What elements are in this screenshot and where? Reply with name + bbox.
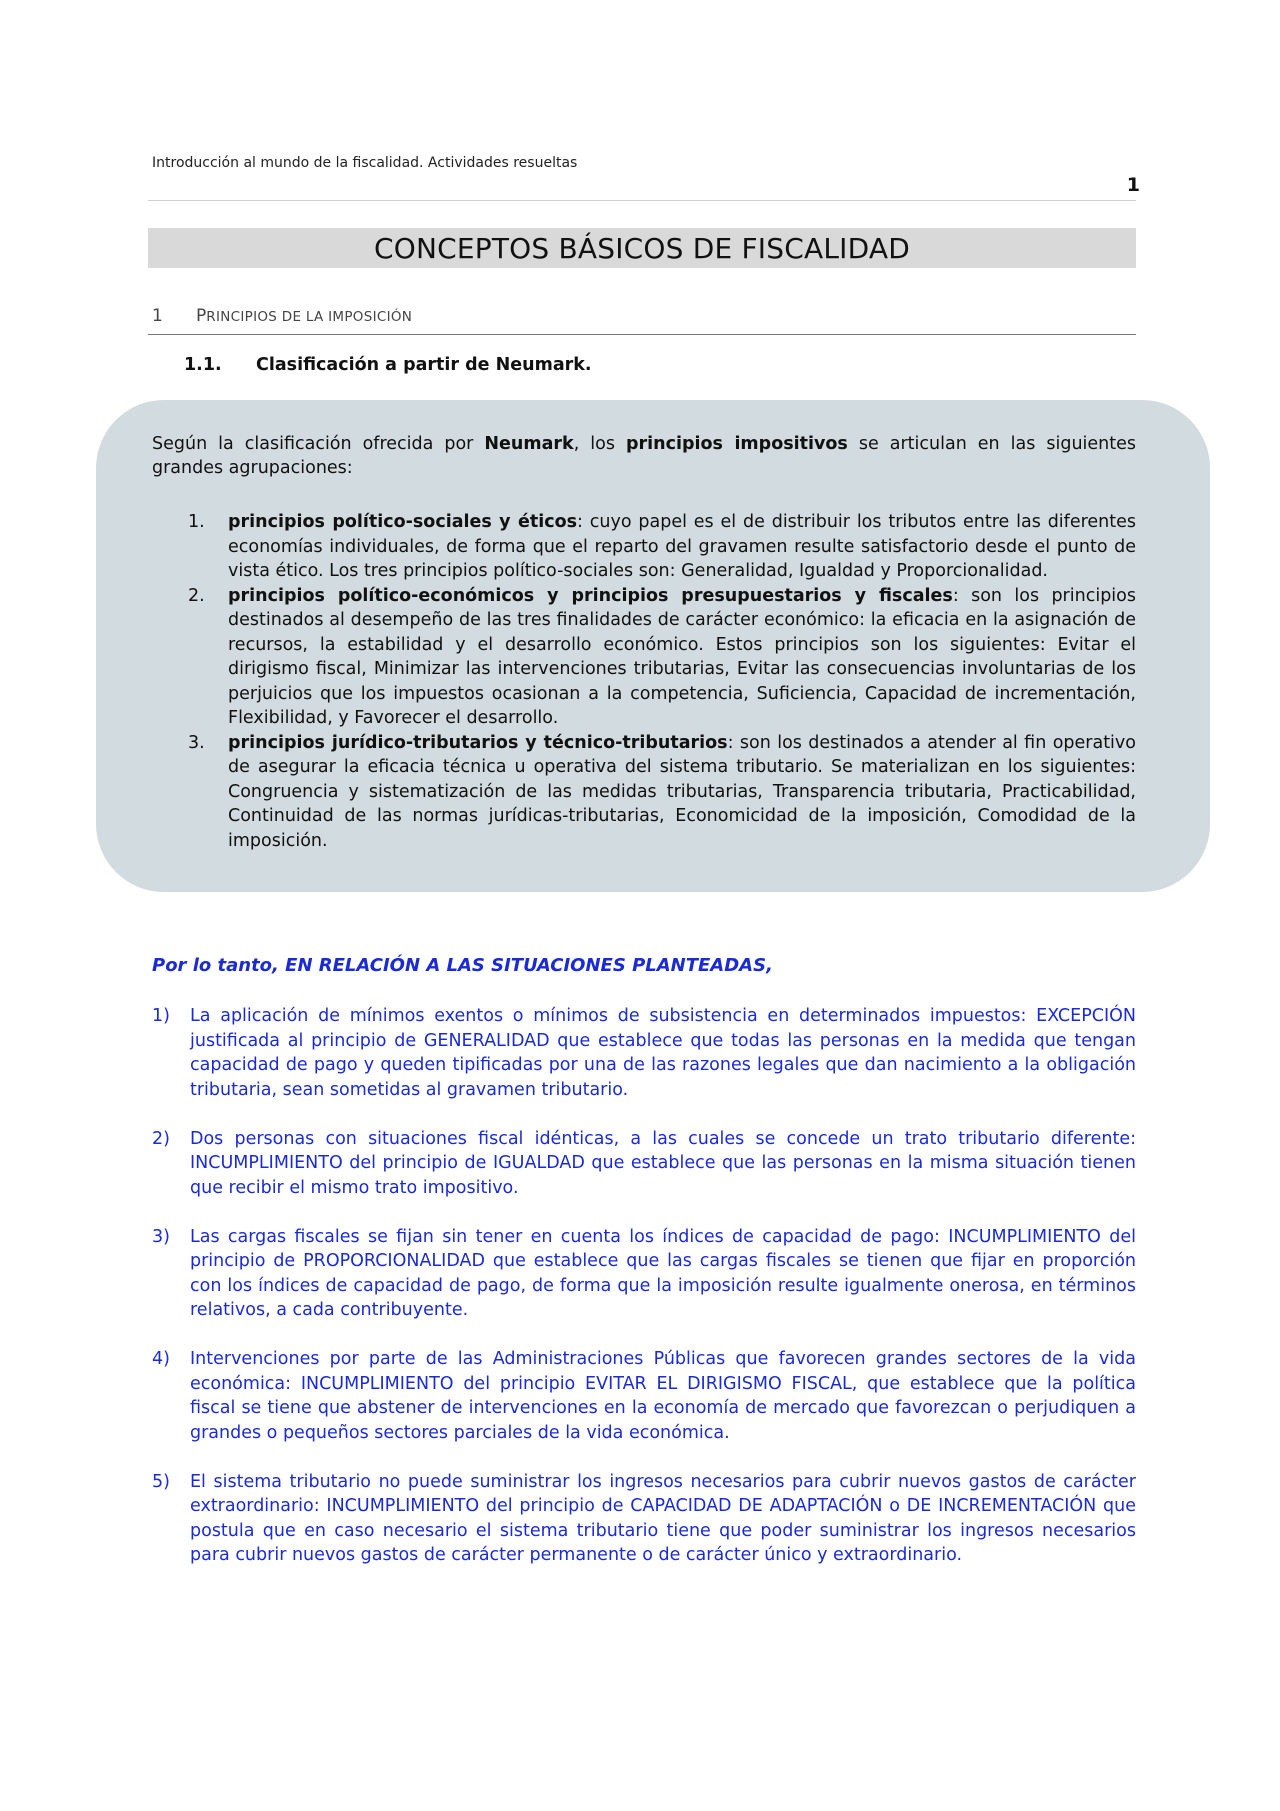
situation-number: 4) (152, 1349, 170, 1369)
list-item-text: : son los destinados a atender al fin operativo de asegurar la eficacia técnica u operativa del sistema tributario. Se materializan en los siguientes: Congruencia y sistematización de las medidas tributarias, Transparencia tributaria, Practicabilidad, Continuidad de las normas jurídicas-tributarias, Economicidad de la imposición, Comodidad de la imposición. (228, 732, 1136, 851)
section-title: RINCIPIOS DE LA IMPOSICIÓN (206, 309, 413, 325)
intro-text: , los (573, 434, 626, 454)
situation-item (152, 1470, 1136, 1568)
situation-item (152, 1225, 1136, 1323)
section-heading (152, 306, 412, 326)
list-item-term: principios político-sociales y éticos (228, 512, 578, 532)
page-number: 1 (1126, 174, 1140, 196)
subsection-title: Clasificación a partir de Neumark. (256, 355, 592, 375)
intro-bold-principles: principios impositivos (625, 434, 848, 454)
situation-number: 1) (152, 1006, 170, 1026)
situation-text: Intervenciones por parte de las Administraciones Públicas que favorecen grandes sectores de la vida económica: INCUMPLIMIENTO del principio EVITAR EL DIRIGISMO FISCAL, que establece que la política fiscal se tiene que abstener de intervenciones en la economía de mercado que favorezcan o perjudiquen a grandes o pequeños sectores parciales de la vida económica. (190, 1349, 1136, 1443)
box-intro-paragraph (152, 432, 1136, 480)
list-item-term: principios político-económicos y principios presupuestarios y fiscales (228, 585, 953, 606)
section-title-initial: P (196, 306, 207, 326)
situation-text: Dos personas con situaciones fiscal idénticas, a las cuales se concede un trato tributario diferente: INCUMPLIMIENTO del principio de IGUALDAD que establece que las personas en la misma situación tienen que recibir el mismo trato impositivo. (190, 1128, 1136, 1198)
subsection-number: 1.1. (184, 355, 222, 375)
situation-text: La aplicación de mínimos exentos o mínimos de subsistencia en determinados impuestos: EXCEPCIÓN justificada al principio de GENERALIDAD que establece que todas las personas en la medida que tengan capacidad de pago y queden tipificadas por una de las razones legales que dan nacimiento a la obligación tributaria, sean sometidas al gravamen tributario. (190, 1006, 1136, 1100)
list-item (152, 731, 1136, 854)
situation-item (152, 1347, 1136, 1445)
situation-number: 5) (152, 1471, 170, 1492)
running-header: Introducción al mundo de la fiscalidad. Actividades resueltas (152, 155, 578, 171)
situations-list (152, 1004, 1136, 1592)
conclusion-heading: Por lo tanto, EN RELACIÓN A LAS SITUACIONES PLANTEADAS, (152, 955, 773, 976)
situation-text: El sistema tributario no puede suministrar los ingresos necesarios para cubrir nuevos gastos de carácter extraordinario: INCUMPLIMIENTO del principio de CAPACIDAD DE ADAPTACIÓN o DE INCREMENTACIÓN que postula que en caso necesario el sistema tributario tiene que poder suministrar los ingresos necesarios para cubrir nuevos gastos de carácter permanente o de carácter único y extraordinario. (190, 1471, 1136, 1565)
situation-number: 3) (152, 1226, 170, 1247)
intro-text: se articulan en las siguientes grandes agrupaciones: (152, 434, 1137, 478)
list-item (152, 510, 1136, 584)
document-title: CONCEPTOS BÁSICOS DE FISCALIDAD (148, 228, 1136, 268)
principles-list (152, 510, 1136, 853)
section-divider (148, 334, 1136, 335)
list-item-text: : son los principios destinados al desempeño de las tres finalidades de carácter económico: la eficacia en la asignación de recursos, la estabilidad y el desarrollo económico. Estos principios son los siguientes: Evitar el dirigismo fiscal, Minimizar las intervenciones tributarias, Evitar las consecuencias involuntarias de los perjuicios que los impuestos ocasionan a la competencia, Suficiencia, Capacidad de incrementación, Flexibilidad, y Favorecer el desarrollo. (228, 585, 1136, 728)
section-number: 1 (152, 306, 163, 326)
header-divider (148, 200, 1136, 201)
situation-item (152, 1004, 1136, 1102)
list-item-number: 1. (188, 512, 205, 532)
situation-text: Las cargas fiscales se fijan sin tener en cuenta los índices de capacidad de pago: INCUMPLIMIENTO del principio de PROPORCIONALIDAD que establece que las cargas fiscales se tienen que fijar en proporción con los índices de capacidad de pago, de forma que la imposición resulte igualmente onerosa, en términos relativos, a cada contribuyente. (190, 1226, 1136, 1320)
list-item-number: 3. (188, 732, 205, 753)
situation-number: 2) (152, 1128, 170, 1149)
intro-bold-neumark: Neumark (484, 434, 574, 454)
list-item-number: 2. (188, 585, 205, 606)
intro-text: Según la clasificación ofrecida por (152, 434, 485, 454)
list-item (152, 584, 1136, 731)
situation-item (152, 1127, 1136, 1201)
list-item-text: : cuyo papel es el de distribuir los tributos entre las diferentes economías individuales, de forma que el reparto del gravamen resulte satisfactorio desde el punto de vista ético. Los tres principios político-sociales son: Generalidad, Igualdad y Proporcionalidad. (228, 512, 1137, 581)
subsection-heading (184, 355, 592, 375)
list-item-term: principios jurídico-tributarios y técnico-tributarios (228, 732, 728, 753)
